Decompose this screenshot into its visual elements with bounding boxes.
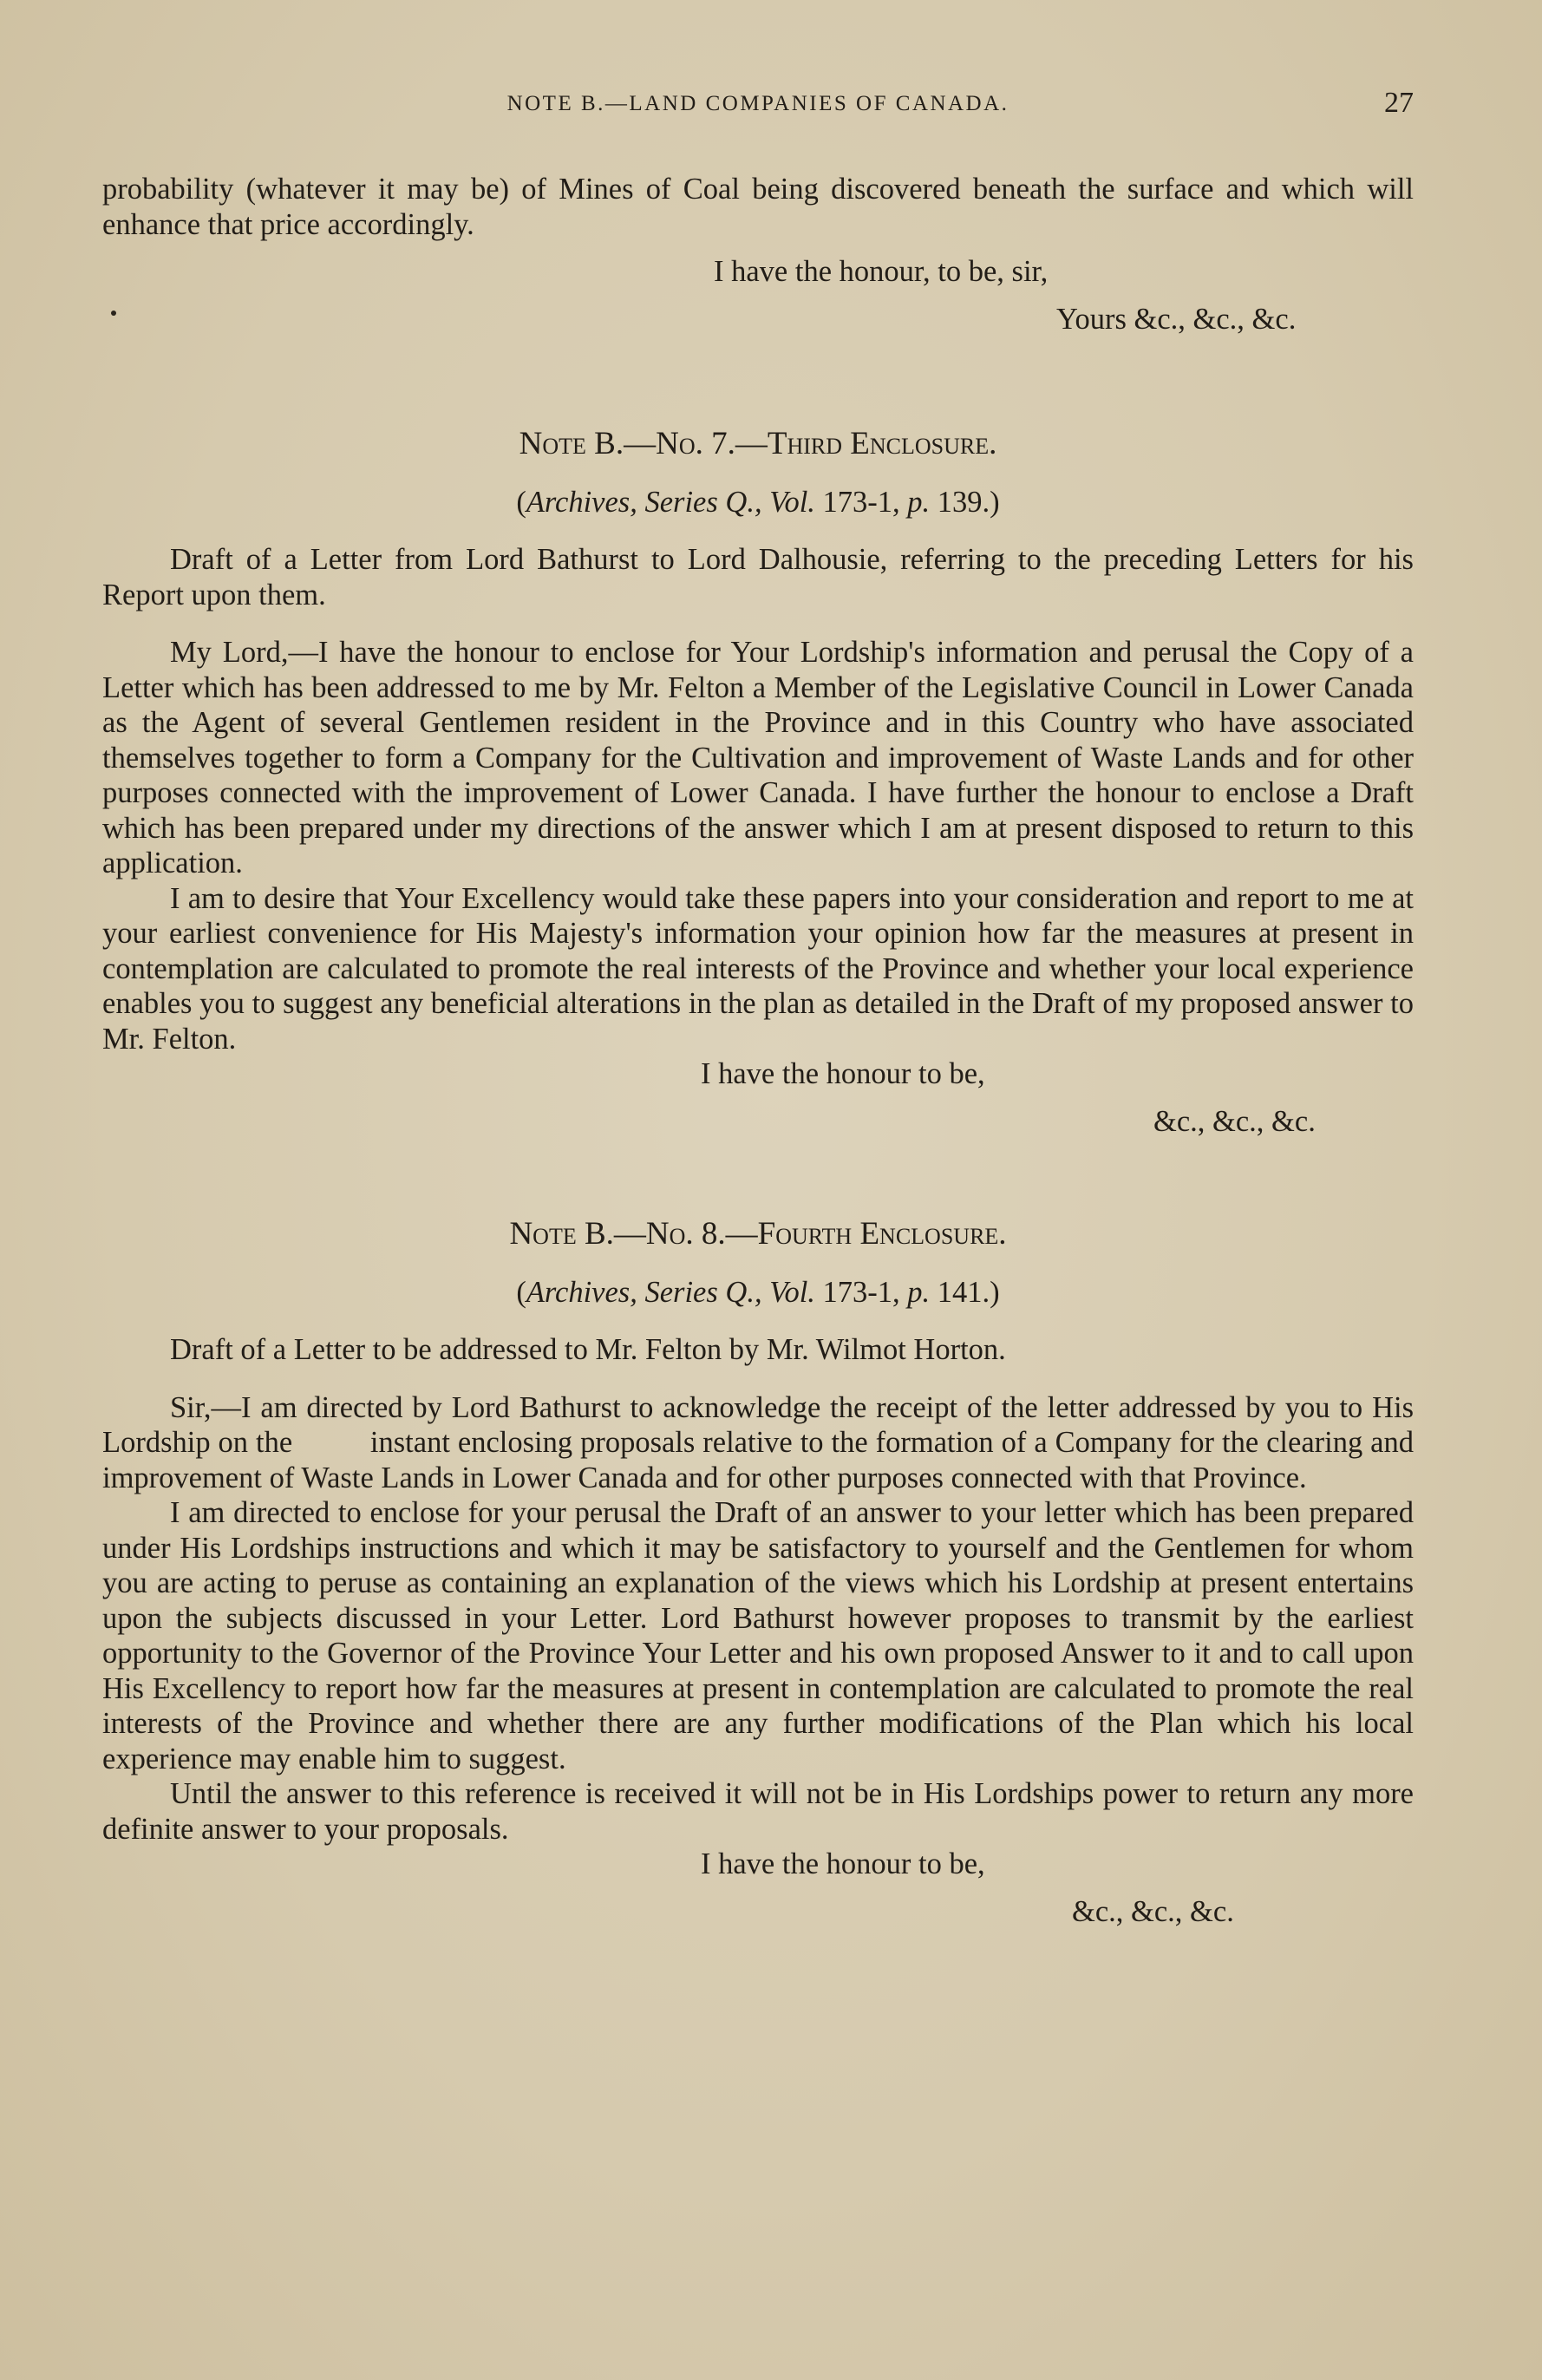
section-7-source: (Archives, Series Q., Vol. 173-1, p. 139.) xyxy=(516,485,1000,519)
section-7-paragraph-1: My Lord,—I have the honour to enclose for Your Lordship's information and perusal the Copy of a Letter which has been addressed to me by Mr. Felton a Member of the Legislative Council in Lower Canada as the Agent of several Gentlemen resident in the Province and in this Country who have associated themselves together to form a Company for the Cultivation and improvement of Waste Lands and for other purposes connected with the improvement of Lower Canada. I have further the honour to enclose a Draft which has been prepared under my directions of the answer which I am at present disposed to return to this application. xyxy=(102,636,1414,879)
section-8-source: (Archives, Series Q., Vol. 173-1, p. 141.) xyxy=(516,1275,1000,1309)
section-7-heading: Note B.—No. 7.—Third Enclosure. xyxy=(519,426,997,461)
section-8-summary: Draft of a Letter to be addressed to Mr. Felton by Mr. Wilmot Horton. xyxy=(170,1333,1006,1366)
section-7-closing-1: I have the honour to be, xyxy=(701,1057,985,1090)
section-7-paragraph-2: I am to desire that Your Excellency would take these papers into your consideration and report to me at your earliest convenience for His Majesty's information your opinion how far the measures at present in contemplation are calculated to promote the real interests of the Province and whether your local experience enables you to suggest any beneficial alterations in the plan as detailed in the Draft of my proposed answer to Mr. Felton. xyxy=(102,881,1414,1056)
section-8-heading: Note B.—No. 8.—Fourth Enclosure. xyxy=(509,1216,1007,1252)
section-8-paragraph-1: Sir,—I am directed by Lord Bathurst to acknowledge the receipt of the letter addressed by you to His Lordship on the instant enclosing proposals relative to the formation of a Company for the clearing and improvement of Waste Lands in Lower Canada and for other purposes connected with that Province. xyxy=(102,1390,1421,1494)
section-7-closing-2: &c., &c., &c. xyxy=(1153,1104,1316,1138)
intro-closing-1: I have the honour, to be, sir, xyxy=(714,255,1049,288)
section-8-closing-2: &c., &c., &c. xyxy=(1072,1894,1234,1928)
section-8-closing-1: I have the honour to be, xyxy=(701,1847,985,1880)
intro-closing-2: Yours &c., &c., &c. xyxy=(1056,302,1297,336)
page-header xyxy=(102,87,1414,130)
page-number: 27 xyxy=(1384,87,1414,119)
section-7-summary: Draft of a Letter from Lord Bathurst to Lord Dalhousie, referring to the preceding Letters for his Report upon them. xyxy=(102,543,1414,611)
section-8-paragraph-2: I am directed to enclose for your perusal the Draft of an answer to your letter which has been prepared under His Lordships instructions and which it may be satisfactory to yourself and the Gentlemen for whom you are acting to peruse as containing an explanation of the views which his Lordship at present entertains upon the subjects discussed in your Letter. Lord Bathurst however proposes to transmit by the earliest opportunity to the Governor of the Province Your Letter and his own proposed Answer to it and to call upon His Excellency to report how far the measures at present in contemplation are calculated to promote the real interests of the Province and whether there are any further modifications of the Plan which his local experience may enable him to suggest. xyxy=(102,1496,1414,1775)
section-8-paragraph-3: Until the answer to this reference is received it will not be in His Lordships power to return any more definite answer to your proposals. xyxy=(102,1777,1414,1846)
intro-paragraph: probability (whatever it may be) of Mines of Coal being discovered beneath the surface and which will enhance that price accordingly. xyxy=(102,173,1414,241)
page-body xyxy=(102,172,1421,1929)
running-head: NOTE B.—LAND COMPANIES OF CANADA. xyxy=(506,92,1009,115)
